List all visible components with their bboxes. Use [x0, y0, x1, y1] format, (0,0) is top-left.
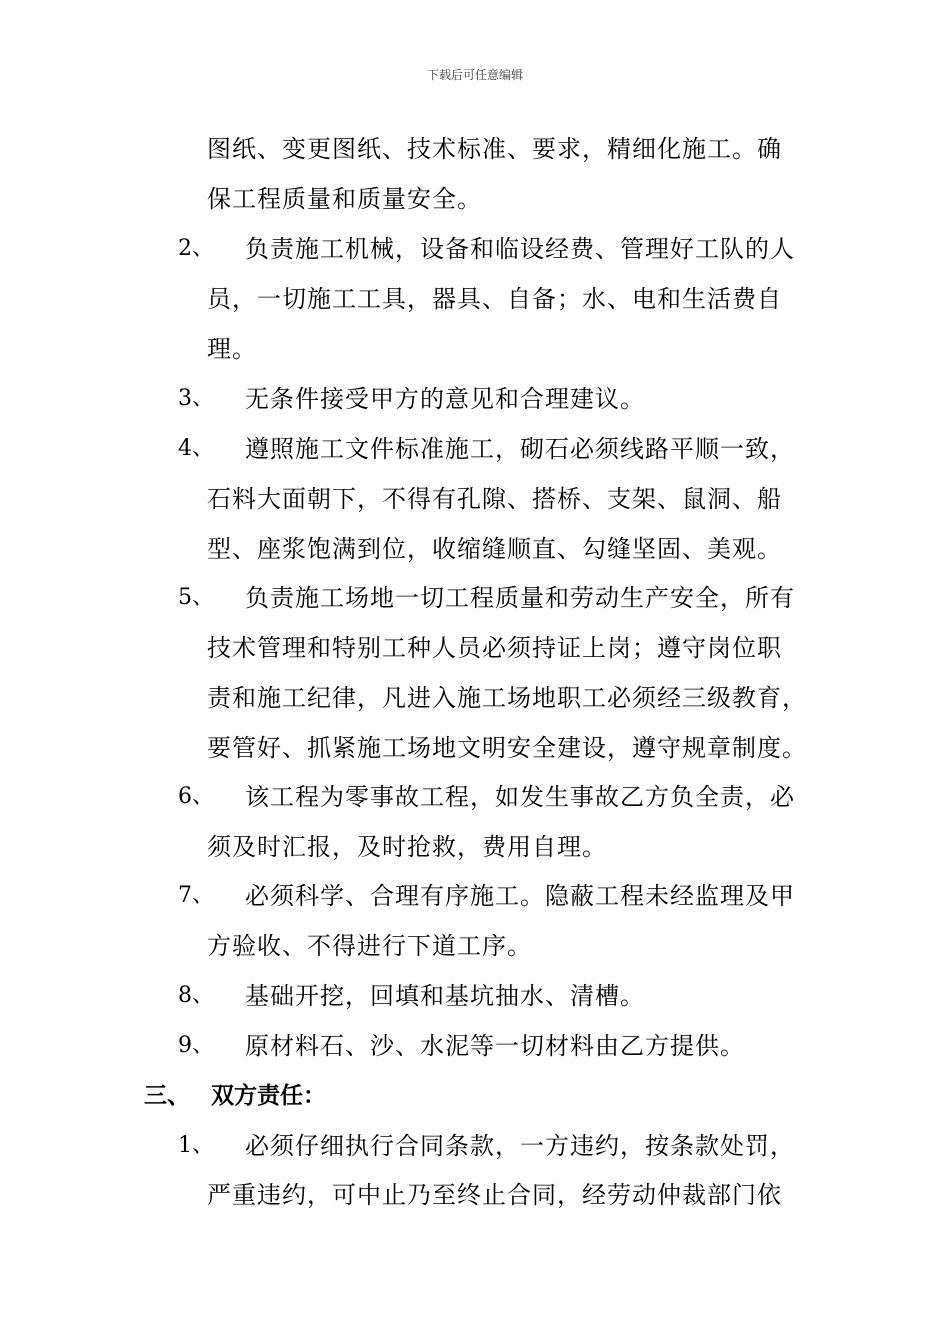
text-line: 责和施工纪律，凡进入施工场地职工必须经三级教育， [207, 684, 807, 712]
item-number: 8、 [178, 983, 214, 1008]
item-number: 2、 [178, 236, 214, 261]
text-line: 员，一切施工工具，器具、自备；水、电和生活费自 [207, 285, 782, 313]
text-line: 理。 [207, 335, 257, 363]
text-line: 必须仔细执行合同条款，一方违约，按条款处罚， [245, 1132, 795, 1160]
text-line: 型、座浆饱满到位，收缩缝顺直、勾缝坚固、美观。 [207, 535, 782, 563]
text-line: 负责施工场地一切工程质量和劳动生产安全，所有 [245, 584, 795, 612]
page-header: 下载后可任意编辑 [426, 68, 523, 82]
text-line: 必须科学、合理有序施工。隐蔽工程未经监理及甲 [245, 882, 795, 910]
text-line: 方验收、不得进行下道工序。 [207, 932, 532, 960]
item-number: 3、 [178, 386, 214, 411]
text-line: 无条件接受甲方的意见和合理建议。 [245, 385, 645, 413]
text-line: 严重违约，可中止乃至终止合同，经劳动仲裁部门依 [207, 1181, 782, 1209]
text-line: 保工程质量和质量安全。 [207, 185, 482, 213]
item-number: 6、 [178, 784, 214, 809]
item-number: 9、 [178, 1033, 214, 1058]
text-line: 遵照施工文件标准施工，砌石必须线路平顺一致， [245, 435, 795, 463]
section-number: 三、 [144, 1082, 190, 1109]
item-number: 7、 [178, 883, 214, 908]
item-number: 4、 [178, 436, 214, 461]
text-line: 须及时汇报，及时抢救，费用自理。 [207, 833, 607, 861]
item-number: 1、 [178, 1133, 214, 1158]
text-line: 原材料石、沙、水泥等一切材料由乙方提供。 [245, 1032, 745, 1060]
text-line: 负责施工机械，设备和临设经费、管理好工队的人 [245, 235, 795, 263]
text-line: 要管好、抓紧施工场地文明安全建设，遵守规章制度。 [207, 734, 807, 762]
text-line: 技术管理和特别工种人员必须持证上岗；遵守岗位职 [207, 634, 782, 662]
text-line: 图纸、变更图纸、技术标准、要求，精细化施工。确 [207, 135, 782, 163]
section-title: 双方责任： [211, 1082, 326, 1109]
text-line: 该工程为零事故工程，如发生事故乙方负全责，必 [245, 783, 795, 811]
text-line: 石料大面朝下，不得有孔隙、搭桥、支架、鼠洞、船 [207, 485, 782, 513]
text-line: 基础开挖，回填和基坑抽水、清槽。 [245, 982, 645, 1010]
item-number: 5、 [178, 585, 214, 610]
